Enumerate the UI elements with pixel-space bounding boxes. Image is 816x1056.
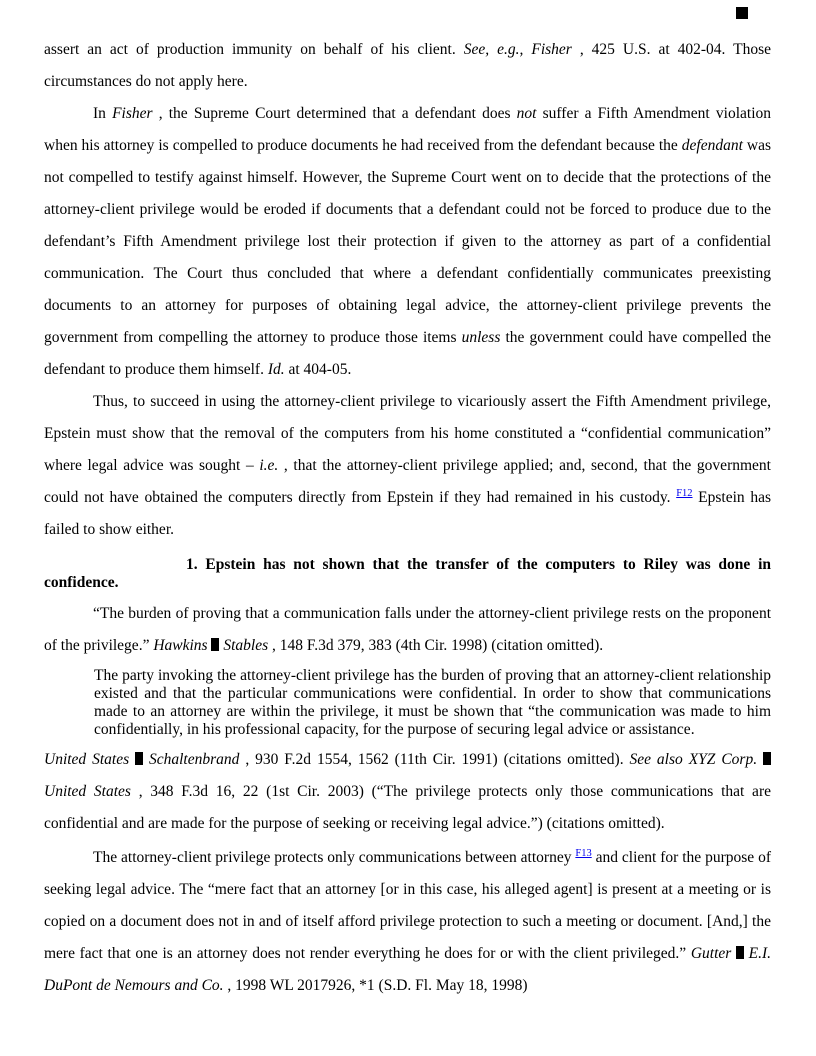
italic-text-run: Hawkins xyxy=(153,637,212,654)
paragraph-4 xyxy=(44,598,771,662)
italic-text-run: E.I. DuPont de Nemours and Co. xyxy=(44,945,771,994)
blockquote-1 xyxy=(94,667,771,739)
italic-text-run: Stables xyxy=(219,637,269,654)
text-run: “The burden of proving that a communication falls under the attorney-client privilege rests on the proponent of the privilege.” xyxy=(44,605,771,654)
document-content xyxy=(44,34,771,1002)
italic-text-run: See also XYZ Corp. xyxy=(629,751,763,768)
text-run: assert an act of production immunity on behalf of his client. xyxy=(44,41,464,58)
text-run: Epstein has failed to show either. xyxy=(44,489,771,538)
text-run: and client for the purpose of seeking legal advice. The “mere fact that an attorney [or in this case, his alleged agent] is present at a meeting or is copied on a document does not in and of itself afford privilege protection to such a meeting or document. [And,] the mere fact that one is an attorney does not render everything he does for or with the client privileged.” xyxy=(44,849,771,962)
italic-text-run: i.e. xyxy=(259,457,279,474)
redaction-box xyxy=(135,752,143,765)
footnote-ref-f13[interactable]: F13 xyxy=(575,848,592,859)
paragraph-2 xyxy=(44,98,771,386)
paragraph-3 xyxy=(44,386,771,546)
text-run: the government could have compelled the defendant to produce them himself. xyxy=(44,329,771,378)
italic-text-run: not xyxy=(516,105,537,122)
text-run: , the Supreme Court determined that a defendant does xyxy=(152,105,517,122)
text-run: suffer a Fifth Amendment violation when his attorney is compelled to produce documents he had received from the defendant because the xyxy=(44,105,771,154)
paragraph-1 xyxy=(44,34,771,98)
text-run: In xyxy=(93,105,113,122)
footnote-ref-f12[interactable]: F12 xyxy=(676,488,693,499)
italic-text-run: defendant xyxy=(681,137,743,154)
text-run: , 425 U.S. at 402-04. Those circumstances do not apply here. xyxy=(44,41,772,90)
italic-text-run: Gutter xyxy=(690,945,736,962)
italic-text-run: United States xyxy=(44,783,131,800)
page-corner-mark xyxy=(736,7,748,19)
text-run: The attorney-client privilege protects only communications between attorney xyxy=(93,849,576,866)
redaction-box xyxy=(736,946,744,959)
text-run: The party invoking the attorney-client privilege has the burden of proving that an attorney-client relationship existed and that the particular communications were confidential. In order to show that communications made to an attorney are within the privilege, it must be shown that “the communication was made to him confidentially, in his professional capacity, for the purpose of securing legal advice or assistance. xyxy=(94,667,771,738)
text-run: 1. Epstein has not shown that the transfer of the computers to Riley was done in confidence. xyxy=(44,556,771,591)
text-run: at 404-05. xyxy=(284,361,352,378)
italic-text-run: Id. xyxy=(267,361,285,378)
italic-text-run: Fisher xyxy=(112,105,153,122)
paragraph-5 xyxy=(44,744,771,840)
text-run: Thus, to succeed in using the attorney-client privilege to vicariously assert the Fifth Amendment privilege, Epstein must show that the removal of the computers from his home constituted a “confidential communication” where legal advice was sought – xyxy=(44,393,771,474)
text-run: , that the attorney-client privilege applied; and, second, that the government could not have obtained the computers directly from Epstein if they had remained in his custody. xyxy=(44,457,771,506)
heading-1 xyxy=(44,556,771,592)
italic-text-run: See, e.g., Fisher xyxy=(463,41,572,58)
redaction-box xyxy=(763,752,771,765)
paragraph-6 xyxy=(44,842,771,1002)
italic-text-run: Schaltenbrand xyxy=(143,751,240,768)
text-run: , 930 F.2d 1554, 1562 (11th Cir. 1991) (citations omitted). xyxy=(239,751,630,768)
italic-text-run: unless xyxy=(461,329,501,346)
text-run: was not compelled to testify against himself. However, the Supreme Court went on to decide that the protections of the attorney-client privilege would be eroded if documents that a defendant could not be forced to produce due to the defendant’s Fifth Amendment privilege lost their protection if given to the attorney as part of a confidential communication. The Court thus concluded that where a defendant confidentially communicates preexisting documents to an attorney for purposes of obtaining legal advice, the attorney-client privilege prevents the government from compelling the attorney to produce those items xyxy=(44,137,771,346)
italic-text-run: United States xyxy=(44,751,136,768)
text-run: , 148 F.3d 379, 383 (4th Cir. 1998) (citation omitted). xyxy=(268,637,604,654)
text-run: , 1998 WL 2017926, *1 (S.D. Fl. May 18, 1998) xyxy=(223,977,528,994)
text-run: , 348 F.3d 16, 22 (1st Cir. 2003) (“The privilege protects only those communications that are confidential and are made for the purpose of seeking or receiving legal advice.”) (citations omitted). xyxy=(44,783,771,832)
